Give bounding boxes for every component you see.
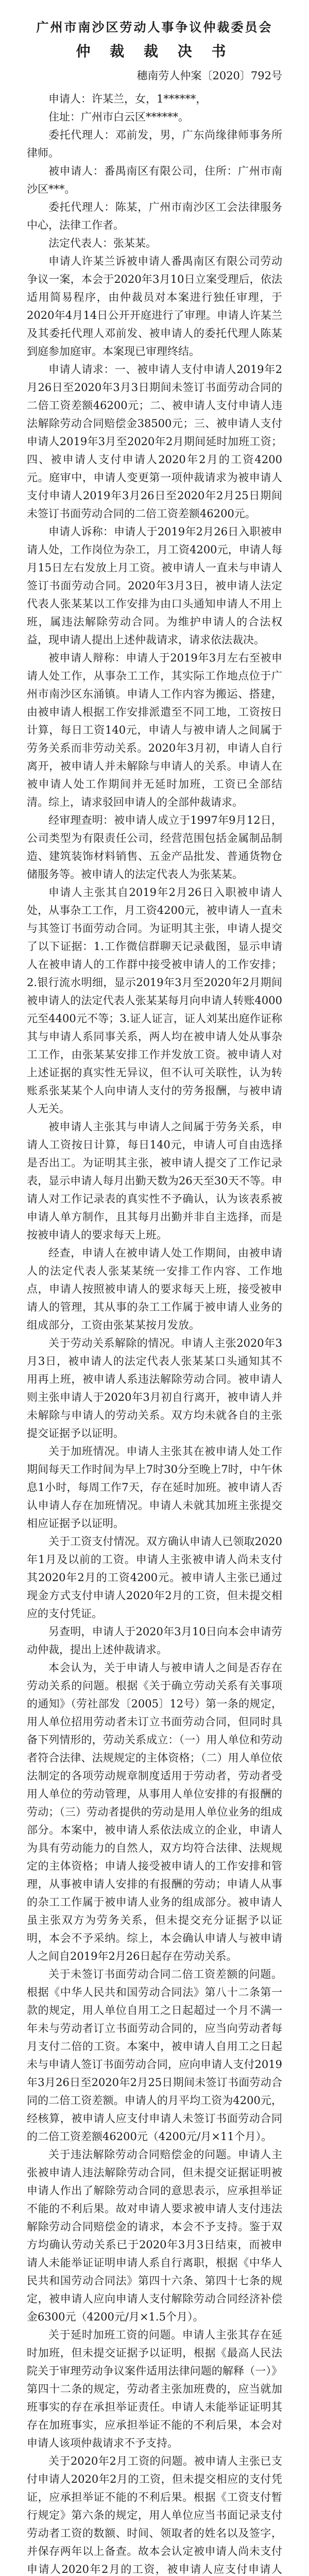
claims-paragraph: 申请人请求：一、被申请人支付申请人2019年2月26日至2020年3月3日期间未签订书面劳动合同的二倍工资差额46200元；二、被申请人支付申请人违法解除劳动合同赔偿金38500元；三、被申请人支付申请人2019年3月至2020年2月期间延时加班工资；四、被申请人支付申请人2020年2月的工资4200元。庭审中，申请人变更第一项仲裁请求为被申请人支付申请人2019年3月26日至2020年2月25日期间未签订书面劳动合同的二倍工资差额46200元。 <box>27 363 282 520</box>
findings-paragraph: 关于工资支付情况。双方确认申请人已领取2020年1月及以前的工资。申请人主张被申请人尚未支付其2020年2月的工资4200元。被申请人主张已通过现金方式支付申请人2020年2月的工资，但未提交相应的支付凭证。 <box>27 1535 282 1620</box>
respondent-defense-paragraph: 被申请人辩称：申请人于2019年3月左右至被申请人处工作，从事杂工工作，其实际工作地点位于广州市南沙区东涌镇。申请人工作内容为搬运、搭建，由被申请人根据工作安排派遣至不同工地，工资按日计算，每日工资140元，申请人与被申请人之间属于劳务关系而非劳动关系。2020年3月初，申请人自行离开，被申请人并未解除与申请人的关系。申请人在被申请人处工作期间并无延时加班，工资已全部结清。综上，请求驳回申请人的全部仲裁请求。 <box>27 652 282 808</box>
findings-paragraph: 经审理查明：被申请人成立于1997年9月12日，公司类型为有限责任公司，经营范围包括金属制品制造、建筑装饰材料销售、五金产品批发、普通货物仓储服务等。被申请人的法定代表人为张某某。 <box>27 814 282 880</box>
case-number: 穗南劳人仲案〔2020〕792号 <box>136 70 282 82</box>
findings-paragraph: 关于加班情况。申请人主张其在被申请人处工作期间每天工作时间为早上7时30分至晚上7时，中午休息1小时，每周工作7天，存在延时加班。被申请人否认申请人存在加班情况。申请人未就其加班主张提交相应证据予以证明。 <box>27 1445 282 1530</box>
respondent-agent-line: 委托代理人：陈某，广州市南沙区工会法律服务中心，法律工作者。 <box>27 201 282 231</box>
reasoning-paragraph: 关于延时加班工资的问题。申请人主张其存在延时加班，但未提交证据予以证明，根据《最高人民法院关于审理劳动争议案件适用法律问题的解释（一）》第四十二条的规定，劳动者主张加班费的，应当就加班事实的存在承担举证责任。申请人未能举证证明其存在加班事实，应承担举证不能的不利后果，本会对申请人该项仲裁请求不予支持。 <box>27 2329 282 2449</box>
reasoning-paragraph: 关于2020年2月工资的问题。被申请人主张已支付申请人2020年2月的工资，但未提交相应的支付凭证，应承担举证不能的不利后果。根据《工资支付暂行规定》第六条的规定，用人单位应当书面记录支付劳动者工资的数额、时间、领取者的姓名以及签字，并保存两年以上备查。故本会认定被申请人尚未支付申请人2020年2月的工资，被申请人应支付申请人 <box>27 2455 282 2575</box>
respondent-line: 被申请人：番禺南区有限公司，住所：广州市南沙区***。 <box>27 165 282 195</box>
applicant-statement-paragraph: 申请人诉称：申请人于2019年2月26日入职被申请人处，工作岗位为杂工，月工资4200元，申请人每月15日左右发放上月工资。被申请人一直未与申请人签订书面劳动合同。2020年3月3日，被申请人法定代表人张某某以工作安排为由口头通知申请人不用上班，属违法解除劳动合同。为维护申请人的合法权益，现申请人提出上述仲裁请求，请求依法裁决。 <box>27 526 282 646</box>
reasoning-paragraph: 关于违法解除劳动合同赔偿金的问题。申请人主张被申请人违法解除劳动合同，但未提交证据证明被申请人作出了解除劳动合同的意思表示，应承担举证不能的不利后果。故对申请人要求被申请人支付违法解除劳动合同赔偿金的请求，本会不予支持。鉴于双方均确认劳动关系已于2020年3月3日结束，而被申请人未能举证证明申请人系自行离职，根据《中华人民共和国劳动合同法》第四十六条、第四十七条的规定，被申请人应向申请人支付解除劳动合同经济补偿金6300元（4200元/月×1.5个月）。 <box>27 2148 282 2323</box>
applicant-address-line: 住址：广州市白云区******。 <box>48 111 189 123</box>
applicant-line: 申请人：许某兰，女，1******， <box>48 93 207 105</box>
document-type: 仲 裁 裁 决 书 <box>76 43 233 60</box>
reasoning-paragraph: 本会认为，关于申请人与被申请人之间是否存在劳动关系的问题。根据《关于确立劳动关系有关事项的通知》（劳社部发〔2005〕12号）第一条的规定，用人单位招用劳动者未订立书面劳动合同，但同时具备下列情形的，劳动关系成立：（一）用人单位和劳动者符合法律、法规规定的主体资格；（二）用人单位依法制定的各项劳动规章制度适用于劳动者，劳动者受用人单位的劳动管理，从事用人单位安排的有报酬的劳动；（三）劳动者提供的劳动是用人单位业务的组成部分。本案中，被申请人系依法成立的企业，申请人为具有劳动能力的自然人，双方均符合法律、法规规定的主体资格；申请人接受被申请人的工作安排和管理，从事被申请人安排的有报酬的劳动；申请人从事的杂工工作属于被申请人业务的组成部分。被申请人虽主张双方为劳务关系，但未提交充分证据予以证明，本会不予采纳。综上，本会确认申请人与被申请人之间自2019年2月26日起存在劳动关系。 <box>27 1662 282 1962</box>
findings-paragraph: 经查，申请人在被申请人处工作期间，由被申请人的法定代表人张某某统一安排工作内容、工作地点，申请人按照被申请人的要求每天上班，接受被申请人的管理，其从事的杂工工作属于被申请人业务的组成部分，工资由张某某按月发放。 <box>27 1247 282 1331</box>
award-body <box>27 252 282 2576</box>
legal-representative-line: 法定代表人：张某某。 <box>48 237 157 249</box>
applicant-agent-line: 委托代理人：邓前发，男，广东尚缘律师事务所律师。 <box>27 129 282 159</box>
reasoning-paragraph: 关于未签订书面劳动合同二倍工资差额的问题。根据《中华人民共和国劳动合同法》第八十二条第一款的规定，用人单位自用工之日起超过一个月不满一年未与劳动者订立书面劳动合同的，应当向劳动者每月支付二倍的工资。本案中，被申请人自用工之日起未与申请人签订书面劳动合同，应向申请人支付2019年3月26日至2020年2月25日期间未签订书面劳动合同的二倍工资差额。申请人的月平均工资为4200元，经核算，被申请人应支付申请人未签订书面劳动合同的二倍工资差额46200元（4200元/月×11个月）。 <box>27 1968 282 2143</box>
findings-paragraph: 被申请人主张其与申请人之间属于劳务关系，申请人工资按日计算，每日140元，申请人可自由选择是否出工。为证明其主张，被申请人提交了工作记录表，显示申请人每月出勤天数为26天至30天不等。申请人对工作记录表的真实性不予确认，认为该表系被申请人单方制作，且其每月出勤并非自主选择，而是按被申请人的要求每天上班。 <box>27 1121 282 1241</box>
findings-paragraph: 另查明，申请人于2020年3月10日向本会申请劳动仲裁，提出上述仲裁请求。 <box>27 1625 282 1656</box>
case-intro-paragraph: 申请人许某兰诉被申请人番禺南区有限公司劳动争议一案，本会于2020年3月10日立案受理后，依法适用简易程序，由仲裁员对本案进行独任审理，于2020年4月14日公开开庭进行了审理。申请人许某兰及其委托代理人邓前发、被申请人的委托代理人陈某到庭参加庭审。本案现已审理终结。 <box>27 255 282 358</box>
findings-paragraph: 申请人主张其自2019年2月26日入职被申请人处，从事杂工工作，月工资4200元，被申请人一直未与其签订书面劳动合同。为证明其主张，申请人提交了以下证据：1.工作微信群聊天记录截图，显示申请人在被申请人的工作群中接受被申请人的工作安排；2.银行流水明细，显示2019年3月至2020年2月期间被申请人的法定代表人张某某每月向申请人转账4000元至4400元不等；3.证人证言，证人刘某出庭作证称其与申请人系同事关系，两人均在被申请人处从事杂工工作，由张某某安排工作并发放工资。被申请人对上述证据的真实性无异议，但不认可关联性，认为转账系张某某个人向申请人支付的劳务报酬，与被申请人无关。 <box>27 886 282 1115</box>
party-information <box>27 90 282 252</box>
findings-paragraph: 关于劳动关系解除的情况。申请人主张2020年3月3日，被申请人的法定代表人张某某口头通知其不用再上班，被申请人系违法解除劳动合同。被申请人则主张申请人于2020年3月初自行离开，被申请人并未解除与申请人的劳动关系。双方均未就各自的主张提交证据予以证明。 <box>27 1337 282 1439</box>
committee-name: 广州市南沙区劳动人事争议仲裁委员会 <box>36 20 273 35</box>
